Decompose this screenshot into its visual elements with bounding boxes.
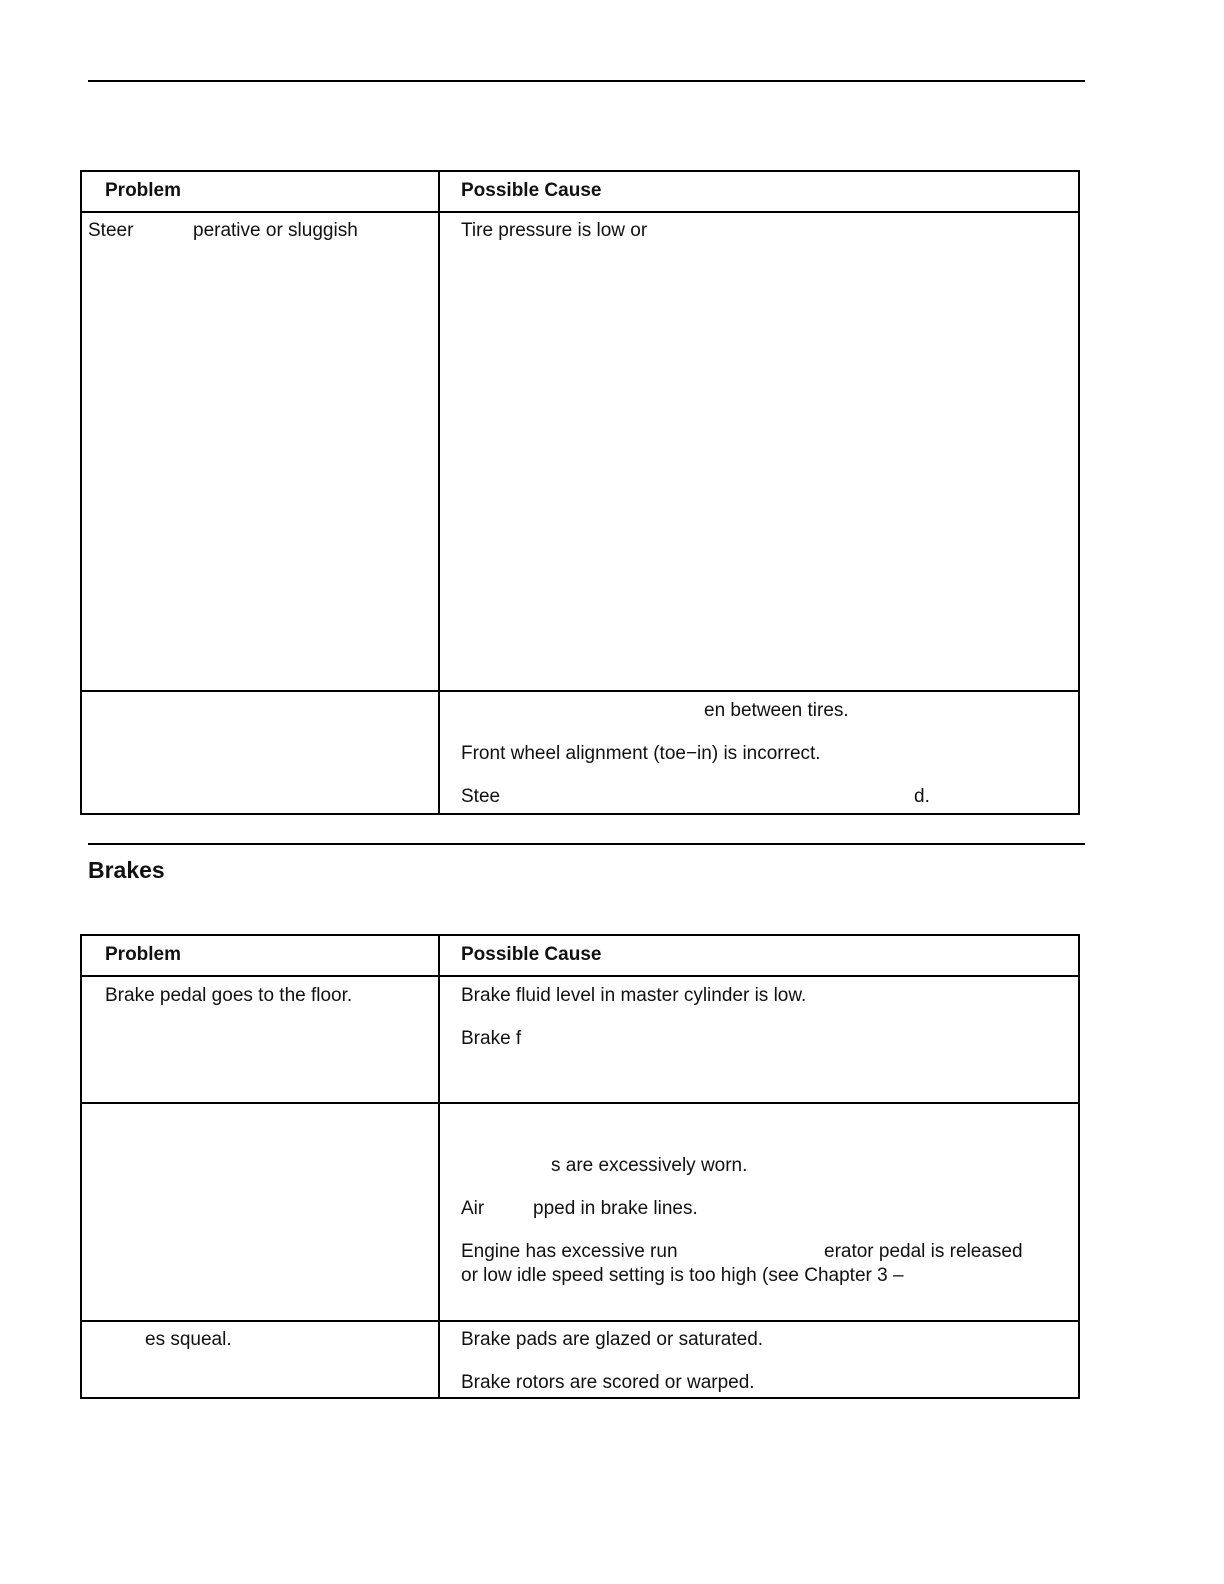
cause-cell: d. [914, 786, 930, 807]
cause-cell-fragment: pped in brake lines. [533, 1198, 698, 1219]
table-row [82, 975, 1078, 1102]
cause-cell: Brake rotors are scored or warped. [461, 1372, 755, 1393]
cause-cell-fragment: Air [461, 1198, 485, 1219]
problem-cell: Brake pedal goes to the floor. [105, 985, 353, 1006]
table-row [82, 1320, 1078, 1397]
cause-cell: Tire pressure is low or [461, 220, 648, 241]
problem-cell-fragment: perative or sluggish [193, 220, 358, 241]
table-header-row [82, 172, 1078, 211]
problem-header: Problem [105, 180, 182, 201]
problem-header: Problem [105, 944, 182, 965]
problem-cell-fragment: Steer [88, 220, 134, 241]
possible-cause-header: Possible Cause [461, 180, 602, 201]
table-row [82, 690, 1078, 813]
section-rule [88, 843, 1085, 845]
cause-cell-fragment: Engine has excessive run [461, 1241, 678, 1262]
cause-cell-fragment: erator pedal is released [824, 1241, 1023, 1262]
cause-cell: en between tires. [704, 700, 849, 721]
table-row [82, 211, 1078, 690]
problem-cell: es squeal. [145, 1329, 232, 1350]
top-rule [88, 80, 1085, 82]
possible-cause-header: Possible Cause [461, 944, 602, 965]
cause-cell: Brake fluid level in master cylinder is low. [461, 985, 807, 1006]
cause-cell: Brake pads are glazed or saturated. [461, 1329, 764, 1350]
table-header-row [82, 936, 1078, 975]
cause-cell: s are excessively worn. [551, 1155, 748, 1176]
brakes-section-title: Brakes [88, 857, 165, 883]
cause-cell: Brake f [461, 1028, 522, 1049]
cause-cell: Front wheel alignment (toe−in) is incorrect. [461, 743, 821, 764]
brakes-troubleshooting-table [80, 934, 1080, 1399]
cause-cell: or low idle speed setting is too high (see Chapter 3 – [461, 1265, 904, 1286]
table-row [82, 1102, 1078, 1320]
cause-cell: Stee [461, 786, 501, 807]
steering-troubleshooting-table [80, 170, 1080, 815]
